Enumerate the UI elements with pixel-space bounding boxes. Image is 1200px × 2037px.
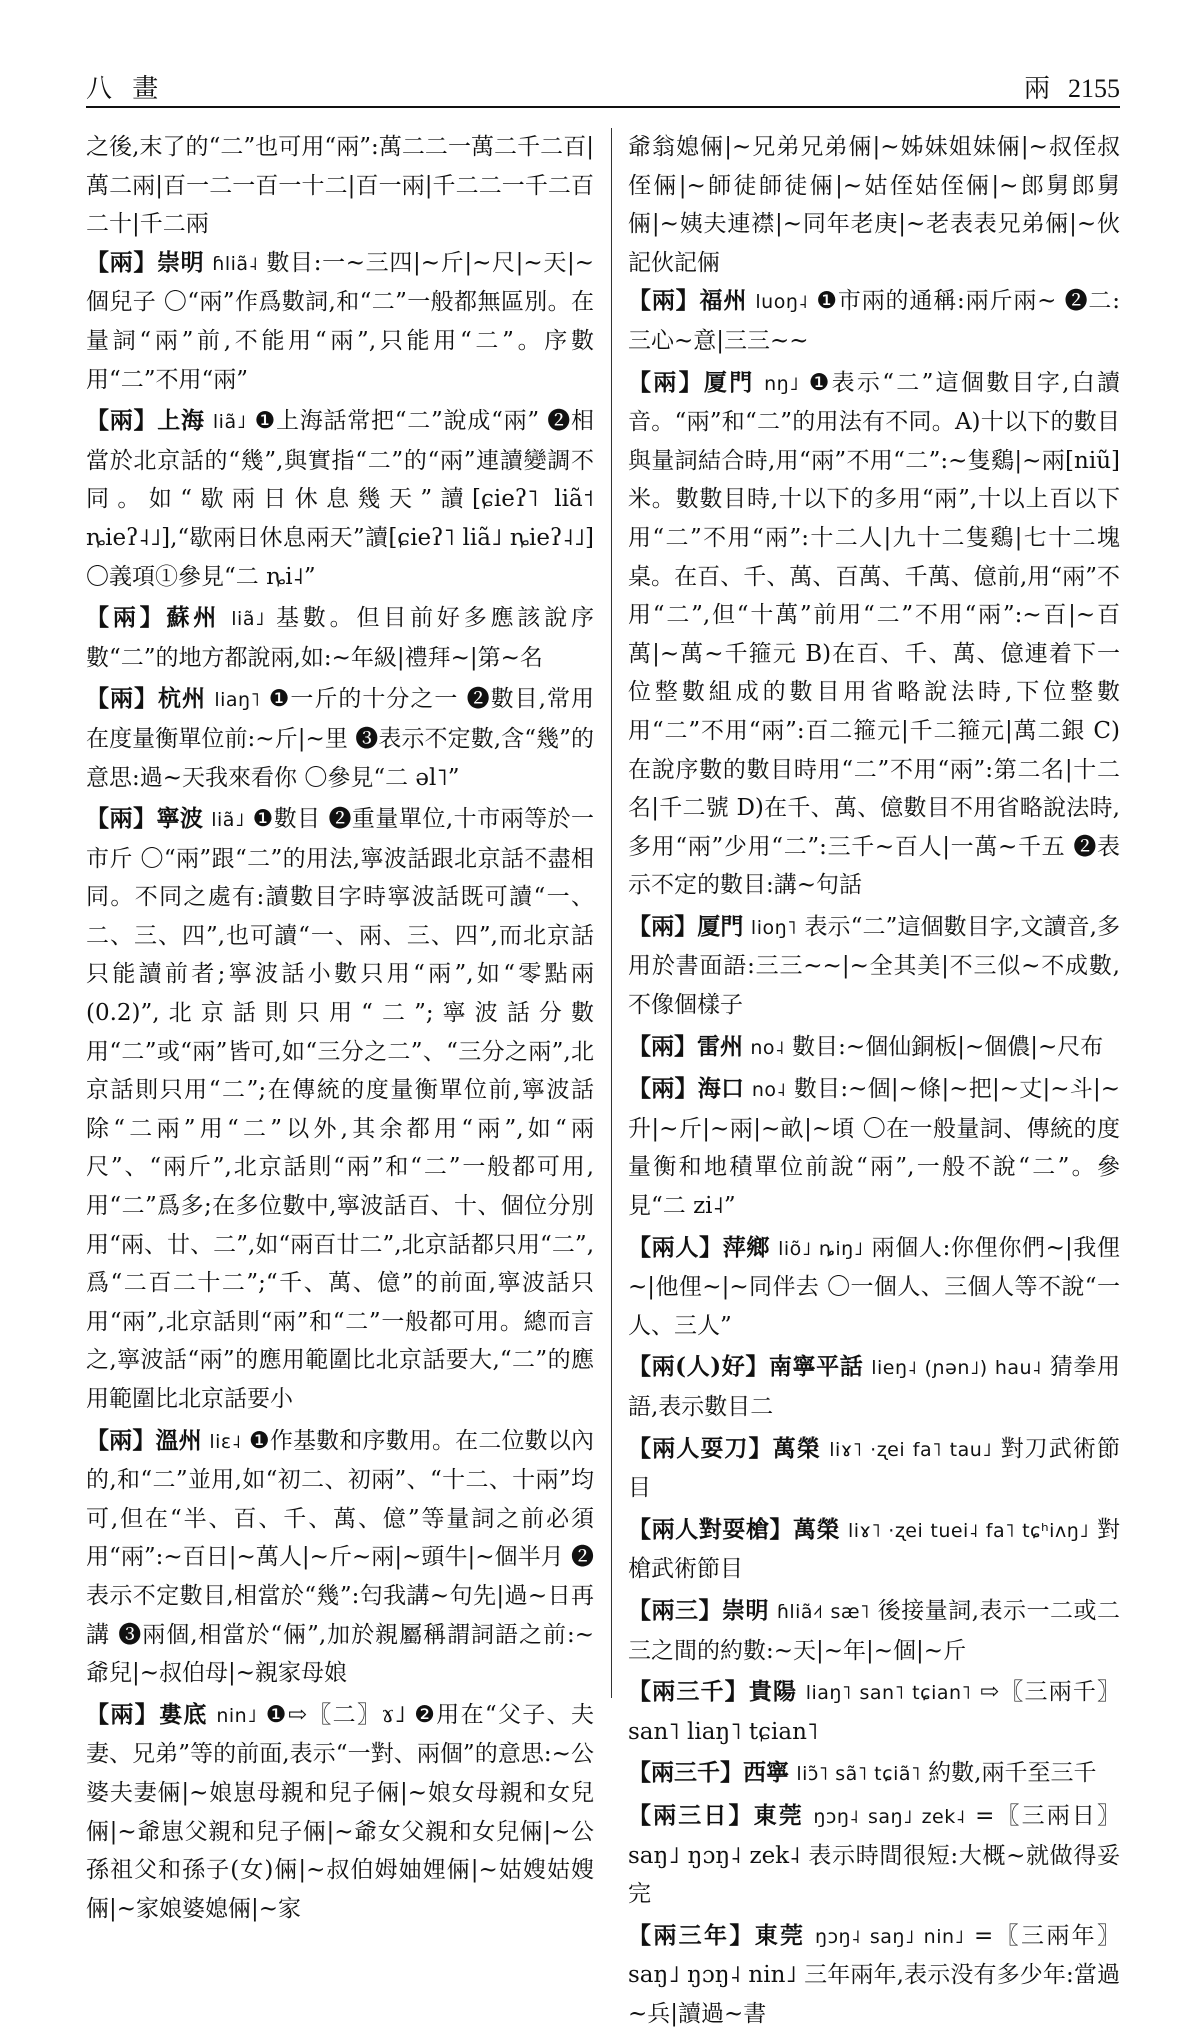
entry-dialect-place: 海口 bbox=[697, 1075, 745, 1103]
dictionary-entry bbox=[628, 1754, 1120, 1794]
entry-definition: ❶上海話常把“二”說成“兩” ❷相當於北京話的“幾”,與實指“二”的“兩”連讀變調不同。如“歇兩日休息幾天”讀[ɕieʔ˥ liã˦ ȵieʔ˨˩],“歇兩日休息兩天”讀[ɕieʔ˥ liã˩ ȵieʔ˨˩] 〇義項①參見“二 ȵi˨” bbox=[86, 408, 594, 590]
dictionary-entry bbox=[86, 680, 594, 797]
entry-headword: 【兩】 bbox=[628, 287, 700, 315]
entry-headword: 【兩】 bbox=[628, 368, 704, 396]
continued-text-body: 之後,末了的“二”也可用“兩”:萬二二一萬二千二百|萬二兩|百一二一百一十二|百一兩|千二二一千二百二十|千二兩 bbox=[86, 134, 594, 238]
entry-phonetic: ɦliã˨˦ sæ˥ bbox=[776, 1600, 870, 1623]
section-label: 八 畫 bbox=[86, 74, 165, 104]
right-column bbox=[628, 128, 1120, 2037]
dictionary-entry bbox=[628, 364, 1120, 905]
dictionary-entry bbox=[628, 1592, 1120, 1670]
entry-phonetic: luoŋ˨ bbox=[755, 291, 809, 314]
entry-phonetic: no˨ bbox=[750, 1036, 785, 1059]
entry-dialect-place: 杭州 bbox=[158, 685, 206, 713]
entry-headword: 【兩】 bbox=[86, 604, 167, 632]
entry-phonetic: liõ˩ ȵiŋ˩ bbox=[778, 1237, 864, 1260]
entry-headword: 【兩人】 bbox=[628, 1233, 723, 1261]
entry-definition: ⇨〖三兩千〗san˥ liaŋ˥ tɕian˥ bbox=[628, 1679, 1121, 1745]
entry-headword: 【兩】 bbox=[86, 1700, 160, 1728]
dictionary-entry bbox=[628, 908, 1120, 1025]
entry-phonetic: liã˩ bbox=[211, 809, 245, 832]
entry-definition: 約數,兩千至三千 bbox=[928, 1760, 1097, 1787]
entry-definition: ❶一斤的十分之一 ❷數目,常用在度量衡單位前:~斤|~里 ❸表示不定數,含“幾”的意思:過~天我來看你 〇參見“二 əl˥” bbox=[86, 686, 594, 791]
dictionary-entry bbox=[628, 1028, 1120, 1068]
dictionary-entry bbox=[628, 1511, 1120, 1589]
entry-headword: 【兩三年】 bbox=[628, 1921, 755, 1949]
header-rule bbox=[86, 106, 1120, 108]
dictionary-entry bbox=[86, 402, 594, 596]
entry-definition: 對槍武術節目 bbox=[628, 1516, 1120, 1583]
entry-headword: 【兩】 bbox=[86, 248, 157, 276]
entry-phonetic: ŋɔŋ˨ saŋ˩ zek˨ bbox=[813, 1805, 966, 1828]
entry-phonetic: ŋɔŋ˨ saŋ˩ nin˩ bbox=[815, 1925, 965, 1948]
entry-dialect-place: 溫州 bbox=[155, 1426, 202, 1454]
entry-phonetic: liɤ˥ ·ʐei tuei˨ fa˥ tɕʰiʌŋ˩ bbox=[847, 1519, 1090, 1542]
entry-headword: 【兩人耍刀】 bbox=[628, 1434, 773, 1462]
dictionary-entry bbox=[628, 282, 1120, 360]
entry-phonetic: lieŋ˨ (ɲən˩) hau˨ bbox=[871, 1357, 1042, 1380]
entry-phonetic: liɤ˥ ·ʐei fa˥ tau˩ bbox=[829, 1438, 993, 1461]
entry-definition: 表示“二”這個數目字,文讀音,多用於書面語:三三~~|~全其美|不三似~不成數,不像個樣子 bbox=[628, 913, 1121, 1019]
entry-phonetic: liã˩ bbox=[231, 608, 265, 631]
entry-dialect-place: 東莞 bbox=[754, 1921, 806, 1949]
entry-dialect-place: 萬榮 bbox=[792, 1515, 841, 1543]
entry-phonetic: nŋ˩ bbox=[764, 372, 800, 395]
entry-phonetic: liɔ̃˥ sã˥ tɕiã˥ bbox=[796, 1763, 921, 1786]
entry-dialect-place: 西寧 bbox=[743, 1759, 789, 1787]
left-column bbox=[86, 128, 594, 1931]
entry-definition: ❶⇨〖二〗ɤ˩ ❷用在“父子、夫妻、兄弟”等的前面,表示“一對、兩個”的意思:~公婆夫妻倆|~娘崽母親和兒子倆|~娘女母親和女兒倆|~爺崽父親和兒子倆|~爺女父親和女兒倆|~公孫祖父和孫子(女)倆|~叔伯姆妯娌倆|~姑嫂姑嫂倆|~家娘婆媳倆|~家 bbox=[86, 1701, 595, 1922]
entry-phonetic: no˨ bbox=[751, 1079, 787, 1102]
entry-headword: 【兩】 bbox=[86, 805, 157, 833]
entry-definition: 數目:~個仙銅板|~個儂|~尺布 bbox=[792, 1033, 1104, 1060]
dictionary-entry bbox=[628, 1070, 1120, 1225]
dictionary-entry bbox=[628, 1430, 1120, 1508]
entry-dialect-place: 蘇州 bbox=[166, 604, 221, 632]
page-number: 2155 bbox=[1068, 74, 1120, 103]
entry-dialect-place: 上海 bbox=[157, 407, 205, 435]
entry-dialect-place: 貴陽 bbox=[748, 1678, 798, 1706]
entry-headword: 【兩】 bbox=[628, 1075, 698, 1103]
dictionary-entry bbox=[628, 1797, 1120, 1914]
entry-definition: ❶表示“二”這個數目字,白讀音。“兩”和“二”的用法有不同。A)十以下的數目與量詞結合時,用“兩”不用“二”:~隻鷄|~兩[niũ]米。數數目時,十以下的多用“兩”,十以上百以下用“二”不用“兩”:十二人|九十二隻鷄|七十二塊桌。在百、千、萬、百萬、千萬、億前,用“兩”不用“二”,但“十萬”前用“二”不用“兩”:~百|~百萬|~萬~千箍元 B)在百、千、萬、億連着下一位整數組成的數目用省略說法時,下位整數用“二”不用“兩”:百二箍元|千二箍元|萬二銀 C)在說序數的數目時用“二”不用“兩”:第二名|十二名|千二號 D)在千、萬、億數目不用省略說法時,多用“兩”少用“二”:三千~百人|一萬~千五 ❷表示不定的數目:講~句話 bbox=[628, 369, 1121, 899]
entry-dialect-place: 婁底 bbox=[159, 1700, 208, 1728]
entry-headword: 【兩】 bbox=[628, 912, 698, 940]
entry-definition: 數目:一~三四|~斤|~尺|~天|~個兒子 〇“兩”作爲數詞,和“二”一般都無區別。在量詞“兩”前,不能用“兩”,只能用“二”。序數用“二”不用“兩” bbox=[86, 249, 595, 393]
entry-headword: 【兩】 bbox=[86, 407, 158, 435]
entry-definition: 後接量詞,表示一二或二三之間的約數:~天|~年|~個|~斤 bbox=[628, 1597, 1121, 1664]
entry-headword: 【兩三千】 bbox=[628, 1678, 749, 1706]
entry-definition: =〖三兩日〗saŋ˩ ŋɔŋ˨ zek˨ 表示時間很短:大概~就做得妥完 bbox=[628, 1802, 1121, 1908]
continued-text bbox=[628, 128, 1120, 282]
guide-character: 兩 bbox=[1023, 74, 1050, 104]
entry-dialect-place: 厦門 bbox=[697, 912, 744, 940]
entry-dialect-place: 南寧平話 bbox=[768, 1353, 864, 1381]
entry-headword: 【兩(人)好】 bbox=[628, 1353, 769, 1381]
entry-dialect-place: 萍鄉 bbox=[722, 1233, 771, 1261]
entry-definition: 對刀武術節目 bbox=[628, 1435, 1121, 1502]
dictionary-entry bbox=[86, 800, 594, 1419]
entry-headword: 【兩三】 bbox=[628, 1596, 722, 1624]
dictionary-entry bbox=[86, 244, 594, 399]
entry-phonetic: nin˩ bbox=[216, 1704, 258, 1727]
continued-text bbox=[86, 128, 594, 244]
entry-definition: 兩個人:你俚你們~|我俚~|他俚~|~同伴去 〇一個人、三個人等不說“一人、三人” bbox=[628, 1234, 1121, 1339]
dictionary-entry bbox=[628, 1917, 1120, 2034]
entry-phonetic: liɛ˨ bbox=[209, 1430, 242, 1453]
entry-definition: ❶數目 ❷重量單位,十市兩等於一市斤 〇“兩”跟“二”的用法,寧波話跟北京話不盡相同。不同之處有:讀數目字時寧波話既可讀“一、二、三、四”,也可讀“一、兩、三、四”,而北京話只能讀前者;寧波話小數只用“兩”,如“零點兩(0.2)”,北京話則只用“二”;寧波話分數用“二”或“兩”皆可,如“三分之二”、“三分之兩”,北京話則只用“二”;在傳統的度量衡單位前,寧波話除“二兩”用“二”以外,其余都用“兩”,如“兩尺”、“兩斤”,北京話則“兩”和“二”一般都可用,用“二”爲多;在多位數中,寧波話百、十、個位分別用“兩、廿、二”,如“兩百廿二”,北京話都只用“二”,爲“二百二十二”;“千、萬、億”的前面,寧波話只用“兩”,北京話則“兩”和“二”一般都可用。總而言之,寧波話“兩”的應用範圍比北京話要大,“二”的應用範圍比北京話要小 bbox=[86, 806, 595, 1412]
entry-definition: 猜拳用語,表示數目二 bbox=[628, 1354, 1121, 1420]
entry-dialect-place: 雷州 bbox=[697, 1032, 743, 1060]
entry-headword: 【兩】 bbox=[628, 1032, 697, 1060]
entry-dialect-place: 東莞 bbox=[753, 1801, 804, 1829]
entry-dialect-place: 萬榮 bbox=[772, 1434, 821, 1462]
running-head bbox=[1024, 68, 1120, 105]
continued-text-body: 爺翁媳倆|~兄弟兄弟倆|~姊妹姐妹倆|~叔侄叔侄倆|~師徒師徒倆|~姑侄姑侄倆|~郎舅郎舅倆|~姨夫連襟|~同年老庚|~老表表兄弟倆|~伙記伙記倆 bbox=[628, 134, 1120, 276]
entry-definition: ❶市兩的通稱:兩斤兩~ ❷二:三心~意|三三~~ bbox=[628, 288, 1121, 354]
entry-dialect-place: 厦門 bbox=[703, 368, 755, 396]
entry-headword: 【兩三千】 bbox=[628, 1759, 743, 1787]
entry-phonetic: liaŋ˥ san˥ tɕian˥ bbox=[805, 1682, 972, 1705]
entry-headword: 【兩人對耍槍】 bbox=[628, 1515, 793, 1543]
entry-definition: 數目:~個|~條|~把|~丈|~斗|~升|~斤|~兩|~畝|~頃 〇在一般量詞、傳統的度量衡和地積單位前說“兩”,一般不說“二”。參見“二 zi˨” bbox=[628, 1076, 1121, 1220]
column-divider bbox=[611, 128, 612, 1698]
dictionary-entry bbox=[628, 1348, 1120, 1426]
page-header bbox=[86, 60, 1120, 102]
dictionary-entry bbox=[86, 599, 594, 677]
entry-phonetic: liaŋ˥ bbox=[214, 689, 261, 712]
entry-dialect-place: 福州 bbox=[699, 287, 748, 315]
entry-headword: 【兩】 bbox=[86, 1426, 156, 1454]
entry-phonetic: lioŋ˥ bbox=[750, 916, 798, 939]
entry-dialect-place: 崇明 bbox=[722, 1596, 769, 1624]
entry-definition: ❶作基數和序數用。在二位數以內的,和“二”並用,如“初二、初兩”、“十二、十兩”均可,但在“半、百、千、萬、億”等量詞之前必須用“兩”:~百日|~萬人|~斤~兩|~頭牛|~個半月 ❷表示不定數目,相當於“幾”:匄我講~句先|過~日再講 ❸兩個,相當於“倆”,加於親屬稱謂詞語之前:~爺兒|~叔伯母|~親家母娘 bbox=[86, 1427, 595, 1687]
entry-headword: 【兩】 bbox=[86, 685, 158, 713]
dictionary-entry bbox=[86, 1422, 594, 1693]
entry-dialect-place: 寧波 bbox=[156, 805, 204, 833]
entry-definition: 基數。但目前好多應該說序數“二”的地方都說兩,如:~年級|禮拜~|第~名 bbox=[86, 605, 595, 671]
entry-dialect-place: 崇明 bbox=[156, 248, 205, 276]
dictionary-entry bbox=[628, 1673, 1120, 1751]
entry-phonetic: ɦliã˨ bbox=[212, 252, 259, 275]
dictionary-entry bbox=[86, 1696, 594, 1929]
entry-phonetic: liã˩ bbox=[212, 411, 247, 434]
entry-headword: 【兩三日】 bbox=[628, 1801, 754, 1829]
dictionary-entry bbox=[628, 1229, 1120, 1346]
entry-definition: =〖三兩年〗saŋ˩ ŋɔŋ˨ nin˩ 三年兩年,表示没有多少年:當過~兵|讀過~書 bbox=[628, 1922, 1121, 2027]
